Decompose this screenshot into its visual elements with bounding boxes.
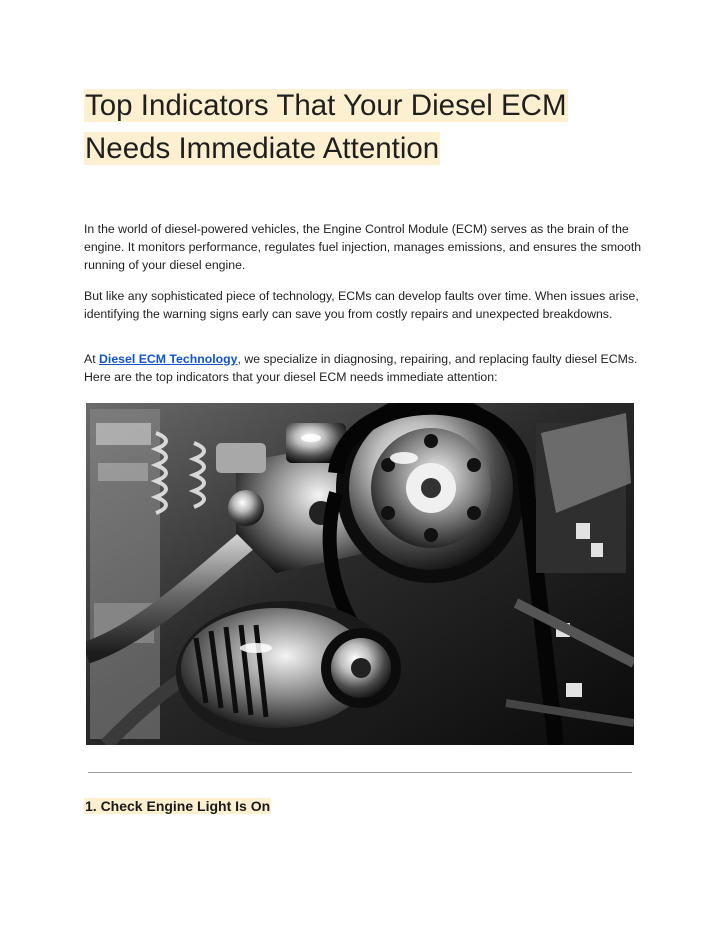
company-paragraph-prefix: At bbox=[84, 352, 100, 366]
title-line-2: Needs Immediate Attention bbox=[85, 132, 440, 165]
section-heading-text: 1. Check Engine Light Is On bbox=[85, 798, 271, 814]
company-paragraph bbox=[84, 350, 644, 386]
warning-paragraph: But like any sophisticated piece of technology, ECMs can develop faults over time. When issues arise, identifying the warning signs early can save you from costly repairs and unexpected breakdowns. bbox=[84, 289, 639, 322]
title-line-1: Top Indicators That Your Diesel ECM bbox=[85, 89, 567, 122]
engine-photo bbox=[86, 403, 634, 745]
document-title bbox=[84, 84, 644, 170]
company-link[interactable]: Diesel ECM Technology bbox=[99, 352, 238, 366]
section-heading bbox=[84, 796, 271, 816]
company-paragraph-suffix: , we specialize in diagnosing, repairing, and replacing faulty diesel ECMs. Here are the top indicators that your diesel ECM needs immediate attention: bbox=[84, 352, 638, 385]
section-divider bbox=[88, 772, 632, 773]
intro-paragraph: In the world of diesel-powered vehicles, the Engine Control Module (ECM) serves as the brain of the engine. It monitors performance, regulates fuel injection, manages emissions, and ensures the smooth running of your diesel engine. bbox=[84, 222, 642, 273]
